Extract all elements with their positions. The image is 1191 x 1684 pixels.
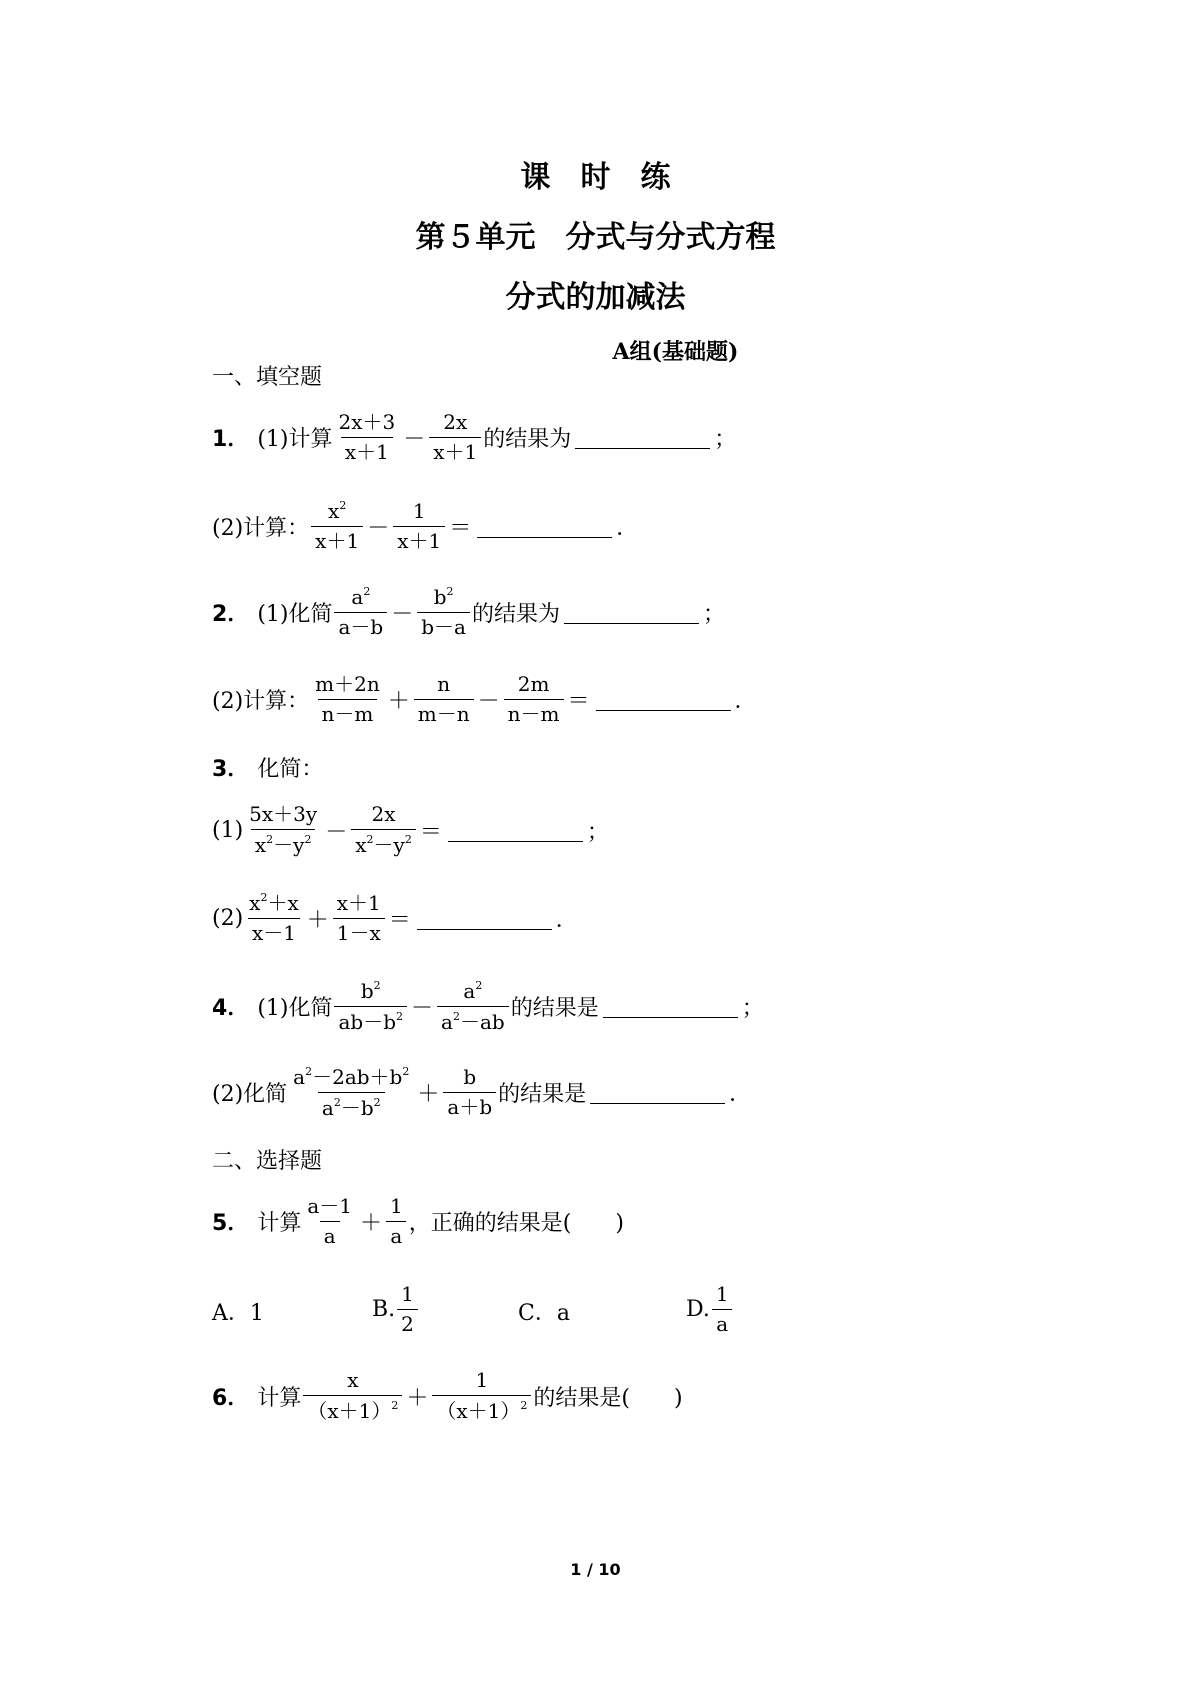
numerator: $a^2-2ab+b^2$ [293, 1065, 410, 1089]
fraction [311, 674, 384, 725]
numerator: 1 [412, 498, 426, 523]
question-number: 1． [212, 427, 250, 452]
fraction [303, 1370, 402, 1422]
operator: ＝ [567, 689, 590, 714]
punctuation: ． [616, 515, 639, 541]
unit-title: 第５单元 分式与分式方程 [415, 220, 776, 255]
question-text: 计算 [257, 1211, 302, 1236]
operator: － [325, 819, 348, 845]
question-text: (1)化简 [257, 601, 333, 627]
numerator: 1 [390, 1194, 403, 1218]
fraction [289, 1066, 413, 1119]
fraction [414, 674, 474, 725]
denominator: b－a [417, 612, 470, 638]
operator: ＋ [359, 1211, 382, 1236]
operator: ＝ [388, 907, 411, 933]
numerator: m＋2n [315, 672, 380, 696]
question-text: (2)计算： [212, 515, 310, 541]
operator: ＋ [406, 1385, 429, 1411]
numerator: $x^2$ [328, 499, 347, 523]
question-4-part-1 [212, 980, 764, 1033]
choice-a[interactable]: A．1 [212, 1301, 264, 1326]
punctuation: ． [555, 907, 578, 933]
operator: － [477, 689, 500, 714]
fraction [351, 804, 416, 856]
answer-blank[interactable] [448, 819, 583, 842]
question-number: 3． [212, 757, 250, 782]
denominator: x－1 [248, 918, 300, 944]
question-text: (1)化简 [257, 996, 333, 1021]
denominator: m－n [414, 699, 474, 725]
numerator: 1 [715, 1282, 729, 1306]
question-number: 6． [212, 1385, 250, 1411]
numerator: $b^2$ [433, 585, 454, 609]
question-text: 的结果是( ) [533, 1385, 683, 1411]
denominator: $a^2-ab$ [437, 1006, 509, 1033]
denominator: x＋1 [393, 526, 445, 552]
denominator: $a^2-b^2$ [318, 1092, 385, 1119]
denominator: $x^2-y^2$ [351, 829, 416, 856]
answer-blank[interactable] [564, 601, 699, 624]
numerator: $a^2$ [351, 585, 371, 609]
punctuation: ； [741, 996, 764, 1021]
punctuation: ； [586, 819, 609, 845]
fraction [386, 1196, 407, 1247]
operator: ＋ [387, 689, 410, 714]
fraction [432, 1370, 531, 1422]
page-number: 1 / 10 [570, 1560, 621, 1579]
page-title: 课 时 练 [520, 160, 671, 195]
question-text: (1)计算 [257, 427, 333, 452]
denominator: x＋1 [311, 526, 363, 552]
answer-blank[interactable] [417, 907, 552, 930]
operator: － [367, 515, 390, 541]
fraction [245, 892, 303, 944]
numerator: 1 [475, 1368, 489, 1392]
fraction [429, 412, 481, 463]
topic-title: 分式的加减法 [505, 280, 686, 315]
fraction [334, 980, 407, 1033]
numerator: 2x [371, 802, 396, 826]
question-text: ，正确的结果是( ) [408, 1211, 624, 1236]
section-multiple-choice: 二、选择题 [212, 1149, 323, 1174]
question-text: 的结果是 [498, 1082, 587, 1107]
fraction [417, 586, 470, 638]
operator: ＋ [306, 907, 329, 933]
choice-c[interactable]: C．a [518, 1301, 570, 1326]
fraction [334, 412, 399, 463]
operator: ＋ [417, 1082, 440, 1107]
denominator: 1－x [333, 918, 385, 944]
fraction [333, 890, 385, 945]
question-5 [212, 1196, 624, 1247]
denominator: a [386, 1221, 406, 1247]
numerator: 2x＋3 [338, 410, 396, 434]
question-4-part-2 [212, 1066, 751, 1119]
numerator: $b^2$ [360, 979, 381, 1003]
question-2-part-1 [212, 586, 725, 638]
denominator: n－m [318, 699, 378, 725]
denominator: $ab-b^2$ [334, 1006, 407, 1033]
answer-blank[interactable] [603, 995, 738, 1018]
question-6 [212, 1370, 683, 1422]
denominator: 2 [397, 1309, 418, 1335]
denominator: x＋1 [429, 437, 481, 463]
operator: － [411, 996, 434, 1021]
denominator: $x^2-y^2$ [251, 829, 316, 856]
punctuation: ． [734, 689, 757, 714]
numerator: x [347, 1368, 359, 1392]
operator: ＝ [449, 515, 472, 541]
denominator: a－b [334, 612, 387, 638]
question-text: (1) [212, 817, 244, 843]
denominator: $(x+1)^2$ [303, 1395, 402, 1422]
question-1-part-2 [212, 500, 638, 552]
choice-label: D. [686, 1297, 710, 1322]
denominator-text: （x＋1） [307, 1399, 392, 1423]
fraction [303, 1196, 356, 1247]
answer-blank[interactable] [590, 1081, 725, 1104]
punctuation: ； [714, 427, 737, 452]
group-title: A组(基础题) [612, 339, 739, 365]
question-number: 4． [212, 996, 250, 1021]
question-3-part-1 [212, 804, 609, 856]
numerator: a－1 [307, 1194, 352, 1218]
denominator: a [320, 1221, 340, 1247]
fraction [311, 500, 363, 552]
denominator: a＋b [443, 1092, 496, 1118]
operator: － [391, 601, 414, 627]
question-number: 5． [212, 1211, 250, 1236]
numerator: n [437, 672, 451, 696]
question-text: 的结果为 [471, 601, 560, 627]
question-number: 2． [212, 601, 250, 627]
choice-b[interactable] [372, 1284, 420, 1335]
numerator: 1 [401, 1282, 414, 1306]
section-fill-blank: 一、填空题 [212, 365, 323, 390]
denominator-text: （x＋1） [436, 1399, 521, 1423]
operator: ＝ [419, 819, 442, 845]
answer-blank[interactable] [575, 426, 710, 449]
numerator: x＋1 [336, 890, 381, 915]
denominator: n－m [504, 699, 564, 725]
fraction [504, 674, 564, 725]
denominator: a [712, 1309, 732, 1335]
question-text: (2)化简 [212, 1082, 288, 1107]
answer-blank[interactable] [477, 515, 612, 538]
question-text: 的结果是 [510, 996, 599, 1021]
denominator: $(x+1)^2$ [432, 1395, 531, 1422]
fraction [437, 980, 509, 1033]
question-text: (2) [212, 905, 244, 931]
fraction [712, 1284, 733, 1335]
fraction [393, 498, 445, 553]
numerator: b [463, 1065, 477, 1089]
operator: － [403, 427, 426, 452]
question-text: (2)计算： [212, 689, 310, 714]
question-1-part-1 [212, 412, 736, 463]
denominator: x＋1 [341, 437, 393, 463]
question-text: 的结果为 [483, 427, 572, 452]
answer-blank[interactable] [596, 688, 731, 711]
question-text: 化简： [257, 757, 324, 782]
numerator: $a^2$ [463, 979, 483, 1003]
question-2-part-2 [212, 674, 757, 725]
fraction [443, 1067, 496, 1118]
question-text: 计算 [257, 1385, 302, 1411]
question-3-part-2 [212, 892, 578, 944]
numerator: 2m [517, 672, 550, 696]
fraction [397, 1284, 418, 1335]
choice-label: B. [372, 1297, 396, 1322]
punctuation: ； [702, 601, 725, 627]
numerator: 5x＋3y [249, 802, 318, 826]
choice-d[interactable] [686, 1284, 735, 1335]
question-3-heading [212, 752, 323, 783]
numerator: 2x [443, 410, 468, 434]
punctuation: ． [729, 1082, 752, 1107]
fraction [245, 804, 321, 856]
fraction [334, 586, 387, 638]
numerator: $x^2+x$ [249, 891, 299, 915]
